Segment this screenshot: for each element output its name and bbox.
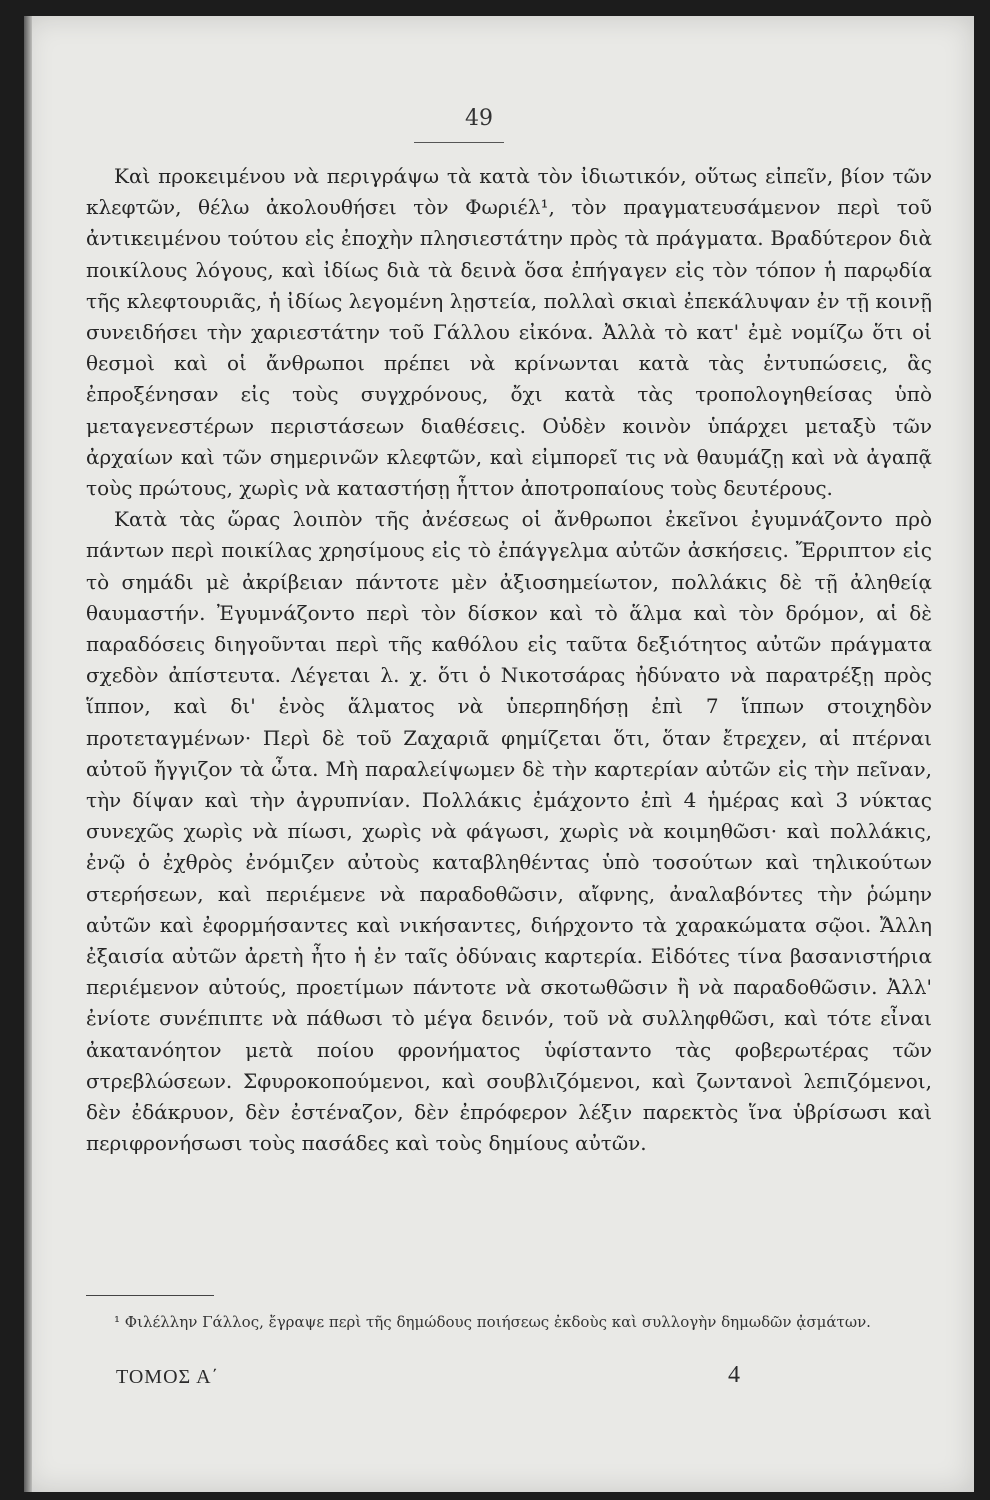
book-page bbox=[24, 16, 974, 1492]
page-number-rule bbox=[414, 142, 504, 143]
footnote bbox=[86, 1311, 932, 1333]
footnote-rule bbox=[86, 1295, 214, 1296]
footnote-text: ¹ Φιλέλλην Γάλλος, ἔγραψε περὶ τῆς δημώδους ποιήσεως ἐκδοὺς καὶ συλλογὴν δημωδῶν ᾀσμάτων. bbox=[114, 1313, 871, 1331]
main-text bbox=[86, 161, 932, 1160]
paragraph-2: Κατὰ τὰς ὥρας λοιπὸν τῆς ἀνέσεως οἱ ἄνθρωποι ἐκεῖνοι ἐγυμνάζοντο πρὸ πάντων περὶ ποικίλας χρησίμους εἰς τὸ ἐπάγγελμα αὐτῶν ἀσκήσεις. Ἔρριπτον εἰς τὸ σημάδι μὲ ἀκρίβειαν πάντοτε μὲν ἀξιοσημείωτον, πολλάκις δὲ τῇ ἀληθείᾳ θαυμαστήν. Ἐγυμνάζοντο περὶ τὸν δίσκον καὶ τὸ ἅλμα καὶ τὸν δρόμον, αἱ δὲ παραδόσεις διηγοῦνται περὶ τῆς καθόλου εἰς ταῦτα δεξιότητος αὐτῶν πράγματα σχεδὸν ἀπίστευτα. Λέγεται λ. χ. ὅτι ὁ Νικοτσάρας ἠδύνατο νὰ παρατρέξῃ πρὸς ἵππον, καὶ δι' ἑνὸς ἅλματος νὰ ὑπερπηδήσῃ ἐπὶ 7 ἵππων στοιχηδὸν προτεταγμένων· Περὶ δὲ τοῦ Ζαχαριᾶ φημίζεται ὅτι, ὅταν ἔτρεχεν, αἱ πτέρναι αὐτοῦ ἤγγιζον τὰ ὦτα. Μὴ παραλείψωμεν δὲ τὴν καρτερίαν αὐτῶν εἰς τὴν πεῖναν, τὴν δίψαν καὶ τὴν ἀγρυπνίαν. Πολλάκις ἐμάχοντο ἐπὶ 4 ἡμέρας καὶ 3 νύκτας συνεχῶς χωρὶς νὰ πίωσι, χωρὶς νὰ φάγωσι, χωρὶς νὰ κοιμηθῶσι· καὶ πολλάκις, ἐνῷ ὁ ἐχθρὸς ἐνόμιζεν αὐτοὺς καταβληθέντας ὑπὸ τοσούτων καὶ τηλικούτων στερήσεων, καὶ περιέμενε νὰ παραδοθῶσιν, αἴφνης, ἀναλαβόντες τὴν ῥώμην αὐτῶν καὶ ἐφορμήσαντες καὶ νικήσαντες, διήρχοντο τὰ χαρακώματα σῷοι. Ἄλλη ἐξαισία αὐτῶν ἀρετὴ ἦτο ἡ ἐν ταῖς ὀδύναις καρτερία. Εἰδότες τίνα βασανιστήρια περιέμενον αὐτούς, προετίμων πάντοτε νὰ σκοτωθῶσιν ἢ νὰ παραδοθῶσιν. Ἀλλ' ἐνίοτε συνέπιπτε νὰ πάθωσι τὸ μέγα δεινόν, τοῦ νὰ συλληφθῶσι, καὶ τότε εἶναι ἀκατανόητον μετὰ ποίου φρονήματος ὑφίσταντο τὰς φοβερωτέρας τῶν στρεβλώσεων. Σφυροκοπούμενοι, καὶ σουβλιζόμενοι, καὶ ζωντανοὶ λεπιζόμενοι, δὲν ἐδάκρυον, δὲν ἐστέναζον, δὲν ἐπρόφερον λέξιν παρεκτὸς ἵνα ὑβρίσωσι καὶ περιφρονήσωσι τοὺς πασάδες καὶ τοὺς δημίους αὐτῶν. bbox=[86, 507, 932, 1156]
signature-mark: 4 bbox=[728, 1362, 740, 1388]
paragraph-1: Καὶ προκειμένου νὰ περιγράψω τὰ κατὰ τὸν ἰδιωτικόν, οὕτως εἰπεῖν, βίον τῶν κλεφτῶν, θέλω ἀκολουθήσει τὸν Φωριέλ¹, τὸν πραγματευσάμενον περὶ τοῦ ἀντικειμένου τούτου εἰς ἐποχὴν πλησιεστάτην πρὸς τὰ πράγματα. Βραδύτερον διὰ ποικίλους λόγους, καὶ ἰδίως διὰ τὰ δεινὰ ὅσα ἐπήγαγεν εἰς τὸν τόπον ἡ παρῳδία τῆς κλεφτουριᾶς, ἡ ἰδίως λεγομένη λῃστεία, πολλαὶ σκιαὶ ἐπεκάλυψαν ἐν τῇ κοινῇ συνειδήσει τὴν χαριεστάτην τοῦ Γάλλου εἰκόνα. Ἀλλὰ τὸ κατ' ἐμὲ νομίζω ὅτι οἱ θεσμοὶ καὶ οἱ ἄνθρωποι πρέπει νὰ κρίνωνται κατὰ τὰς ἐντυπώσεις, ἃς ἐπροξένησαν εἰς τοὺς συγχρόνους, ὄχι κατὰ τὰς τροπολογηθείσας ὑπὸ μεταγενεστέρων περιστάσεων διαθέσεις. Οὐδὲν κοινὸν ὑπάρχει μεταξὺ τῶν ἀρχαίων καὶ τῶν σημερινῶν κλεφτῶν, καὶ εἰμπορεῖ τις νὰ θαυμάζῃ καὶ νὰ ἀγαπᾷ τοὺς πρώτους, χωρὶς νὰ καταστήσῃ ἧττον ἀποτροπαίους τοὺς δευτέρους. bbox=[86, 164, 932, 501]
page-binding-edge bbox=[24, 16, 32, 1492]
page-number: 49 bbox=[465, 106, 493, 131]
volume-label: ΤΟΜΟΣ Α΄ bbox=[116, 1366, 220, 1388]
